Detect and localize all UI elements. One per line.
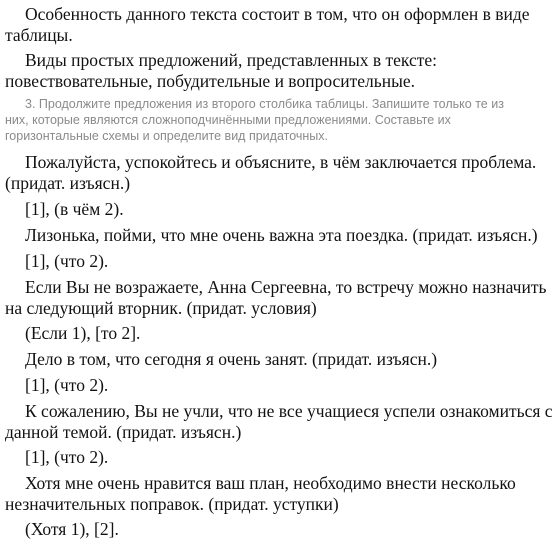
scheme-3 — [25, 323, 140, 344]
paragraph-text-form — [5, 4, 530, 46]
sentence-3 — [5, 277, 547, 319]
text-line: горизонтальные схемы и определите вид придаточных. — [5, 129, 329, 143]
text-line: К сожалению, Вы не учли, что не все учащиеся успели ознакомиться с — [25, 401, 553, 421]
text-line: [1], (что 2). — [25, 375, 109, 395]
text-line: Дело в том, что сегодня я очень занят. (придат. изъясн.) — [25, 349, 438, 369]
sentence-5 — [5, 401, 553, 443]
text-line: Виды простых предложений, представленных в тексте: — [25, 50, 438, 70]
paragraph-sentence-types — [5, 50, 438, 92]
scheme-6 — [25, 519, 119, 540]
scheme-4 — [25, 375, 108, 396]
text-line: [1], (в чём 2). — [25, 199, 124, 219]
scheme-5 — [25, 447, 108, 468]
sentence-4 — [25, 349, 437, 370]
sentence-6 — [5, 473, 516, 515]
text-line: (Хотя 1), [2]. — [25, 519, 119, 539]
text-line: Особенность данного текста состоит в том, что он оформлен в виде — [25, 4, 530, 24]
text-line: Если Вы не возражаете, Анна Сергеевна, то встречу можно назначить — [25, 277, 547, 297]
task-instruction — [5, 96, 504, 144]
text-line: таблицы. — [5, 25, 73, 45]
text-line: них, которые являются сложноподчинёнными предложениями. Составьте их — [5, 113, 451, 127]
text-line: Лизонька, пойми, что мне очень важна эта поездка. (придат. изъясн.) — [25, 225, 538, 245]
text-line: [1], (что 2). — [25, 447, 109, 467]
text-line: на следующий вторник. (придат. условия) — [5, 298, 317, 318]
text-line: Хотя мне очень нравится ваш план, необходимо внести несколько — [25, 473, 516, 493]
text-line: 3. Продолжите предложения из второго столбика таблицы. Запишите только те из — [25, 97, 504, 111]
scheme-1 — [25, 199, 124, 220]
text-line: [1], (что 2). — [25, 251, 109, 271]
scheme-2 — [25, 251, 108, 272]
sentence-1 — [5, 152, 537, 194]
text-line: данной темой. (придат. изъясн.) — [5, 422, 242, 442]
text-line: повествовательные, побудительные и вопросительные. — [5, 71, 416, 91]
text-line: Пожалуйста, успокойтесь и объясните, в чём заключается проблема. — [25, 152, 537, 172]
text-line: незначительных поправок. (придат. уступки) — [5, 494, 339, 514]
text-line: (Если 1), [то 2]. — [25, 323, 141, 343]
sentence-2 — [25, 225, 538, 246]
text-line: (придат. изъясн.) — [5, 173, 131, 193]
